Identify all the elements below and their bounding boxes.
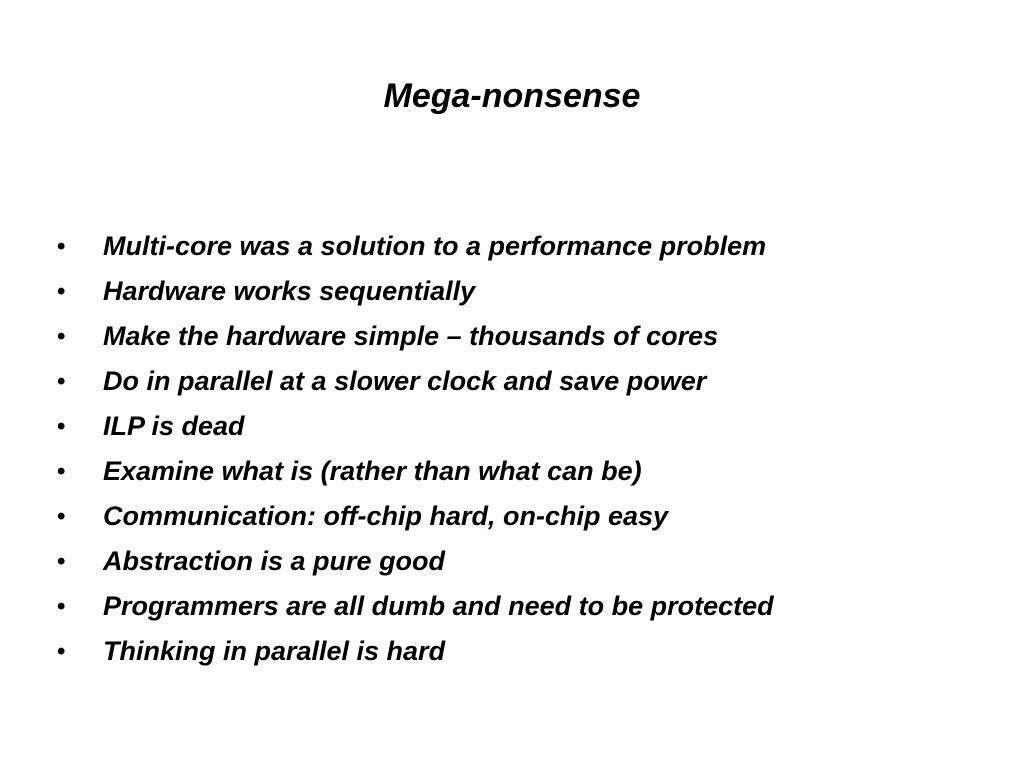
- list-item: [0, 224, 1024, 269]
- bullet-list: [0, 224, 1024, 674]
- list-item: [0, 269, 1024, 314]
- bullet-icon: •: [57, 458, 66, 485]
- slide-title: Mega-nonsense: [383, 77, 641, 115]
- bullet-icon: •: [57, 638, 66, 665]
- bullet-text: ILP is dead: [103, 411, 245, 441]
- list-item: [0, 539, 1024, 584]
- bullet-text: Communication: off-chip hard, on-chip easy: [103, 501, 669, 531]
- bullet-text: Do in parallel at a slower clock and save power: [103, 366, 707, 396]
- bullet-text: Hardware works sequentially: [103, 276, 476, 306]
- bullet-text: Multi-core was a solution to a performance problem: [103, 231, 767, 261]
- bullet-icon: •: [57, 548, 66, 575]
- bullet-text: Make the hardware simple – thousands of cores: [103, 321, 719, 351]
- bullet-icon: •: [57, 413, 66, 440]
- list-item: [0, 584, 1024, 629]
- list-item: [0, 629, 1024, 674]
- list-item: [0, 449, 1024, 494]
- bullet-icon: •: [57, 233, 66, 260]
- bullet-text: Thinking in parallel is hard: [103, 636, 446, 666]
- bullet-icon: •: [57, 368, 66, 395]
- list-item: [0, 494, 1024, 539]
- bullet-text: Abstraction is a pure good: [103, 546, 446, 576]
- list-item: [0, 404, 1024, 449]
- list-item: [0, 359, 1024, 404]
- list-item: [0, 314, 1024, 359]
- bullet-text: Examine what is (rather than what can be): [103, 456, 642, 486]
- bullet-icon: •: [57, 323, 66, 350]
- bullet-icon: •: [57, 278, 66, 305]
- bullet-icon: •: [57, 503, 66, 530]
- bullet-text: Programmers are all dumb and need to be protected: [103, 591, 774, 621]
- bullet-icon: •: [57, 593, 66, 620]
